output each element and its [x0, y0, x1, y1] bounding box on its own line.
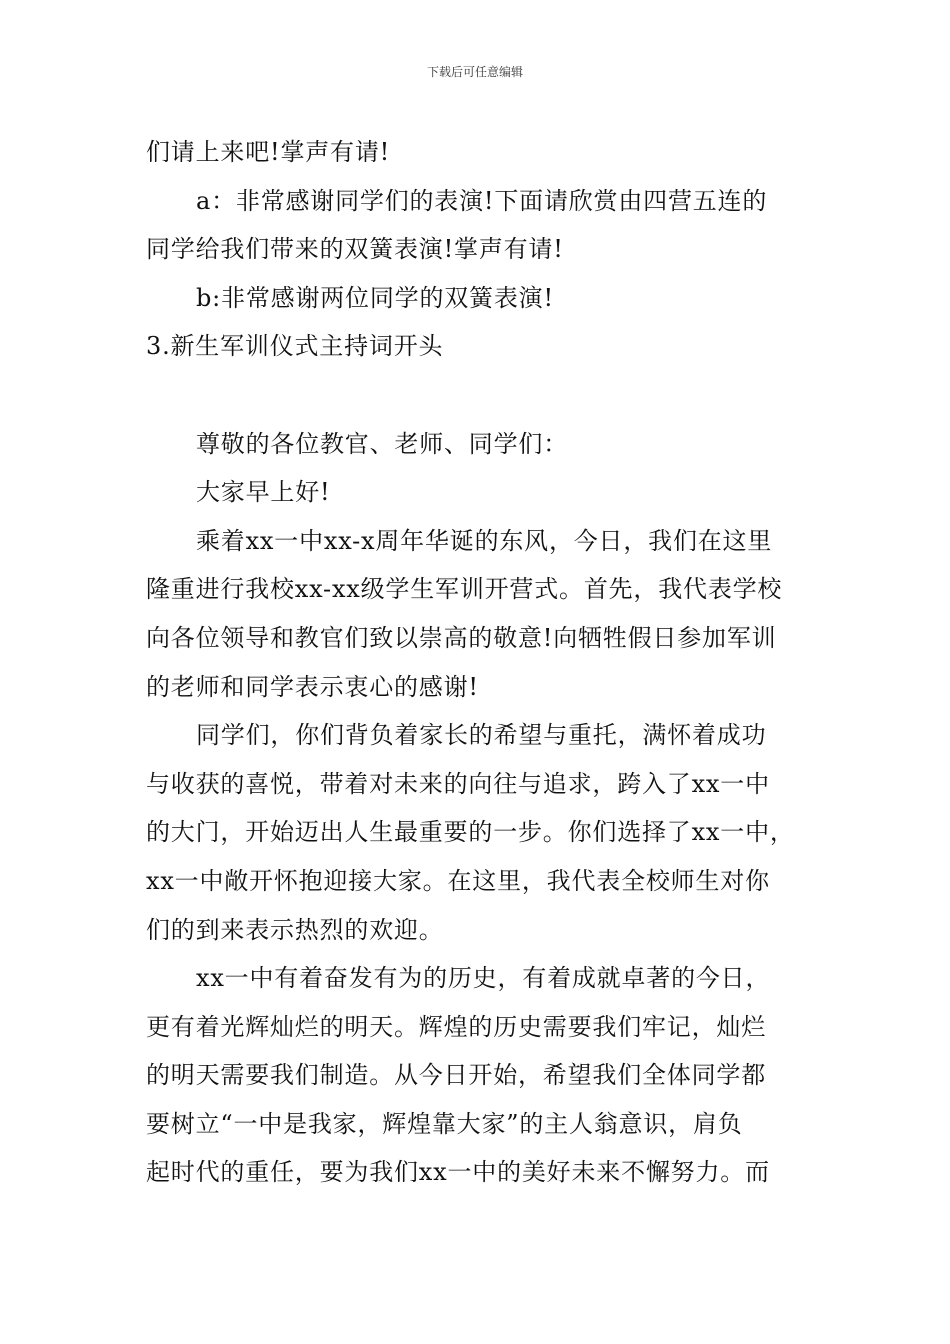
text-line: 更有着光辉灿烂的明天。辉煌的历史需要我们牢记，灿烂 [146, 1012, 766, 1041]
text-line: 与收获的喜悦，带着对未来的向往与追求，跨入了xx一中 [146, 769, 770, 798]
text-line: 隆重进行我校xx-xx级学生军训开营式。首先，我代表学校 [146, 575, 783, 604]
text-line: 同学们，你们背负着家长的希望与重托，满怀着成功 [196, 721, 767, 750]
text-line: b:非常感谢两位同学的双簧表演! [196, 283, 554, 312]
salutation: 尊敬的各位教官、老师、同学们： [196, 429, 568, 458]
text-line: xx一中敞开怀抱迎接大家。在这里，我代表全校师生对你 [146, 866, 770, 895]
greeting: 大家早上好! [196, 478, 331, 507]
text-line: 起时代的重任，要为我们xx一中的美好未来不懈努力。而 [146, 1158, 770, 1187]
text-line: 们请上来吧!掌声有请! [146, 138, 391, 166]
text-line: 的明天需要我们制造。从今日开始，希望我们全体同学都 [146, 1061, 766, 1090]
text-line: 同学给我们带来的双簧表演!掌声有请! [146, 235, 564, 264]
text-line: 要树立“一中是我家，辉煌靠大家”的主人翁意识，肩负 [146, 1109, 743, 1138]
document-body [146, 128, 816, 1197]
text-line: 的老师和同学表示衷心的感谢! [146, 672, 479, 701]
text-line: a：非常感谢同学们的表演!下面请欣赏由四营五连的 [196, 186, 768, 215]
blank-line [146, 371, 816, 420]
text-line: 们的到来表示热烈的欢迎。 [146, 915, 444, 944]
page-header-note: 下载后可任意编辑 [426, 65, 523, 79]
section-heading: 3.新生军训仪式主持词开头 [146, 332, 444, 361]
text-line: xx一中有着奋发有为的历史，有着成就卓著的今日， [196, 964, 771, 993]
text-line: 的大门，开始迈出人生最重要的一步。你们选择了xx一中， [146, 818, 795, 847]
text-line: 向各位领导和教官们致以崇高的敬意!向牺牲假日参加军训 [146, 623, 777, 652]
text-line: 乘着xx一中xx-x周年华诞的东风，今日，我们在这里 [196, 526, 773, 555]
